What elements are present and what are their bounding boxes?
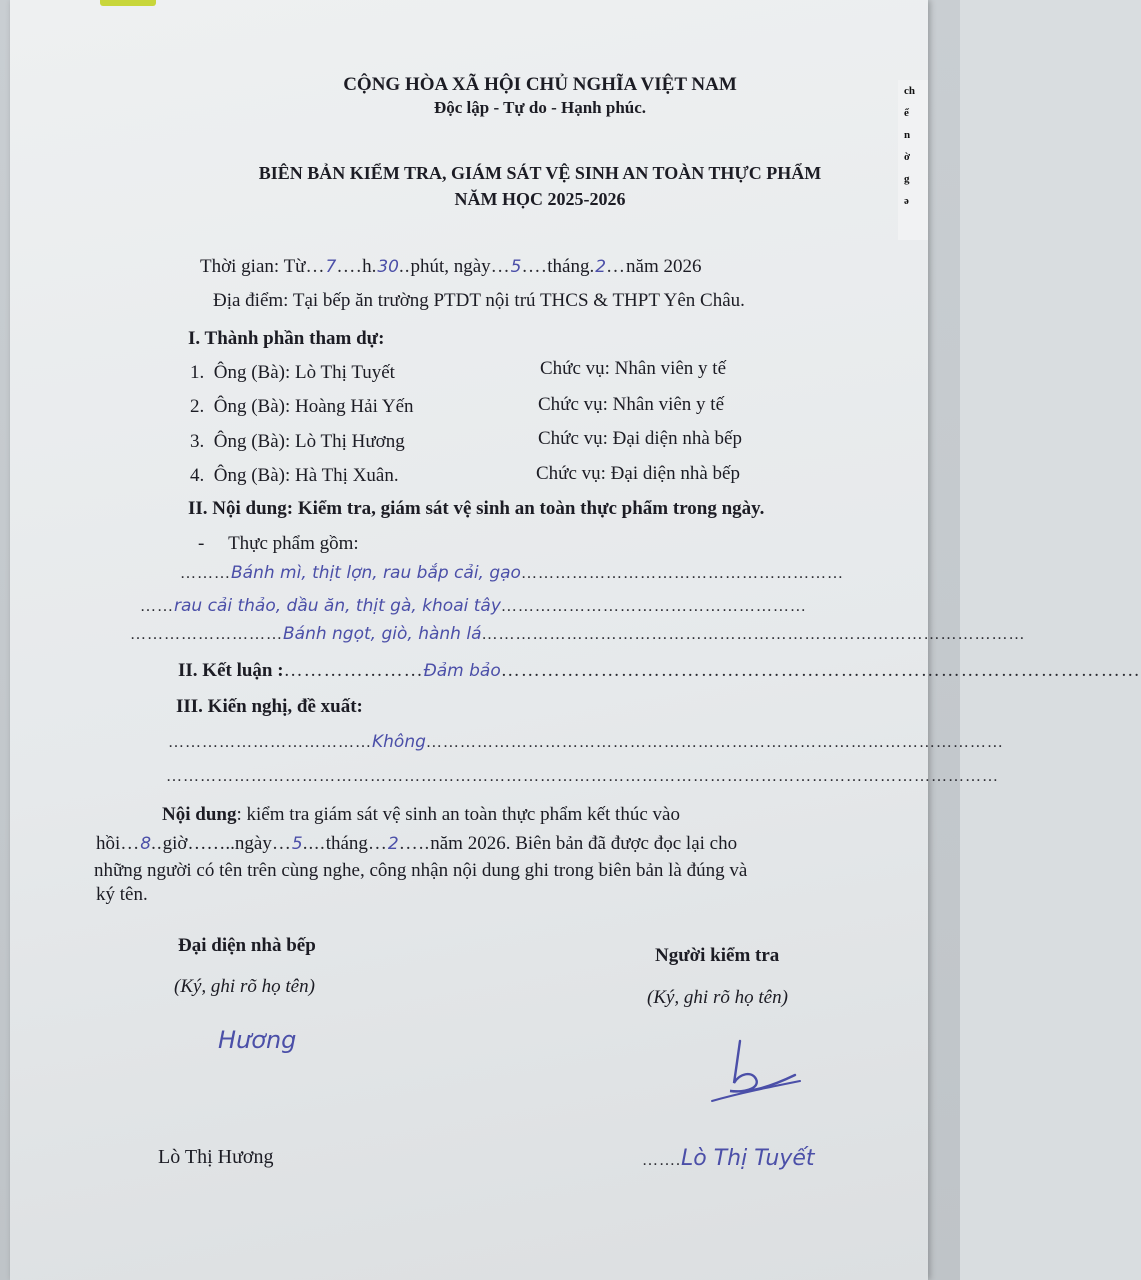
location-line: Địa điểm: Tại bếp ăn trường PTDT nội trú THCS & THPT Yên Châu. [213, 290, 745, 311]
inspector-title: Người kiểm tra [655, 945, 780, 966]
document-subtitle: NĂM HỌC 2025-2026 [454, 189, 626, 209]
yellow-clip-icon [100, 0, 156, 6]
food-line-1: ………Bánh mì, thịt lợn, rau bắp cải, gạo………………………………………………… [180, 563, 844, 583]
start-day: 5 [510, 257, 522, 277]
document-title: BIÊN BẢN KIỂM TRA, GIÁM SÁT VỆ SINH AN TOÀN THỰC PHẨM [258, 163, 822, 183]
start-month: 2 [595, 257, 607, 277]
motto-heading: Độc lập - Tự do - Hạnh phúc. [433, 98, 647, 117]
member-row: 4. Ông (Bà): Hà Thị Xuân. [190, 465, 399, 486]
conclusion-value: Đảm bảo [423, 661, 501, 681]
inspector-name-line: …….Lò Thị Tuyết [642, 1146, 815, 1171]
food-line-3: ………………………Bánh ngọt, giò, hành lá…………………………………………………………………………………… [130, 624, 1026, 644]
member-role: Chức vụ: Nhân viên y tế [538, 394, 725, 415]
proposal-heading: III. Kiến nghị, đề xuất: [176, 696, 363, 717]
kitchen-rep-name: Lò Thị Hương [158, 1146, 274, 1168]
start-hour: 7 [325, 257, 337, 277]
country-heading: CỘNG HÒA XÃ HỘI CHỦ NGHĨA VIỆT NAM [343, 74, 737, 95]
closing-line-4: ký tên. [96, 884, 148, 905]
proposal-blank-line: ………………………………………………………………………………………………………………………………… [166, 768, 999, 785]
proposal-line: ………………………………Không………………………………………………………………………………………… [168, 732, 1004, 752]
time-line: Thời gian: Từ…7….h.30..phút, ngày…5….tháng.2…năm 2026 [200, 256, 702, 277]
section2-heading: II. Nội dung: Kiểm tra, giám sát vệ sinh an toàn thực phẩm trong ngày. [188, 498, 765, 519]
inspector-name: Lò Thị Tuyết [681, 1146, 815, 1171]
start-minute: 30 [377, 257, 399, 277]
food-label: - Thực phẩm gồm: [198, 533, 359, 554]
conclusion-line: II. Kết luận :…………………Đảm bảo…………………………………………………………………………………… [178, 660, 1141, 681]
member-row: 3. Ông (Bà): Lò Thị Hương [190, 431, 405, 452]
closing-line-2: hồi…8..giờ……..ngày…5....tháng…2…..năm 2026. Biên bản đã được đọc lại cho [96, 833, 738, 854]
section1-heading: I. Thành phần tham dự: [188, 328, 385, 349]
member-role: Chức vụ: Nhân viên y tế [540, 358, 727, 379]
inspector-signature [700, 1035, 810, 1110]
kitchen-rep-signature: Hương [218, 1026, 297, 1054]
inspector-note: (Ký, ghi rõ họ tên) [647, 987, 788, 1008]
end-day: 5 [291, 834, 303, 854]
kitchen-rep-title: Đại diện nhà bếp [178, 935, 316, 956]
kitchen-rep-note: (Ký, ghi rõ họ tên) [174, 976, 315, 997]
food-line-2: ……rau cải thảo, dầu ăn, thịt gà, khoai tây……………………………………………… [140, 596, 807, 616]
end-hour: 8 [140, 834, 152, 854]
member-role: Chức vụ: Đại diện nhà bếp [536, 463, 740, 484]
closing-line-1: Nội dung: kiểm tra giám sát vệ sinh an toàn thực phẩm kết thúc vào [162, 804, 680, 825]
member-role: Chức vụ: Đại diện nhà bếp [538, 428, 742, 449]
adjacent-page-edge: ch ể n ờ g ə [898, 80, 928, 240]
member-row: 1. Ông (Bà): Lò Thị Tuyết [190, 362, 395, 383]
end-month: 2 [387, 834, 399, 854]
member-row: 2. Ông (Bà): Hoàng Hải Yến [190, 396, 414, 417]
document-page [10, 0, 1141, 1280]
closing-line-3: những người có tên trên cùng nghe, công nhận nội dung ghi trong biên bản là đúng và [94, 860, 748, 881]
proposal-value: Không [372, 732, 426, 752]
